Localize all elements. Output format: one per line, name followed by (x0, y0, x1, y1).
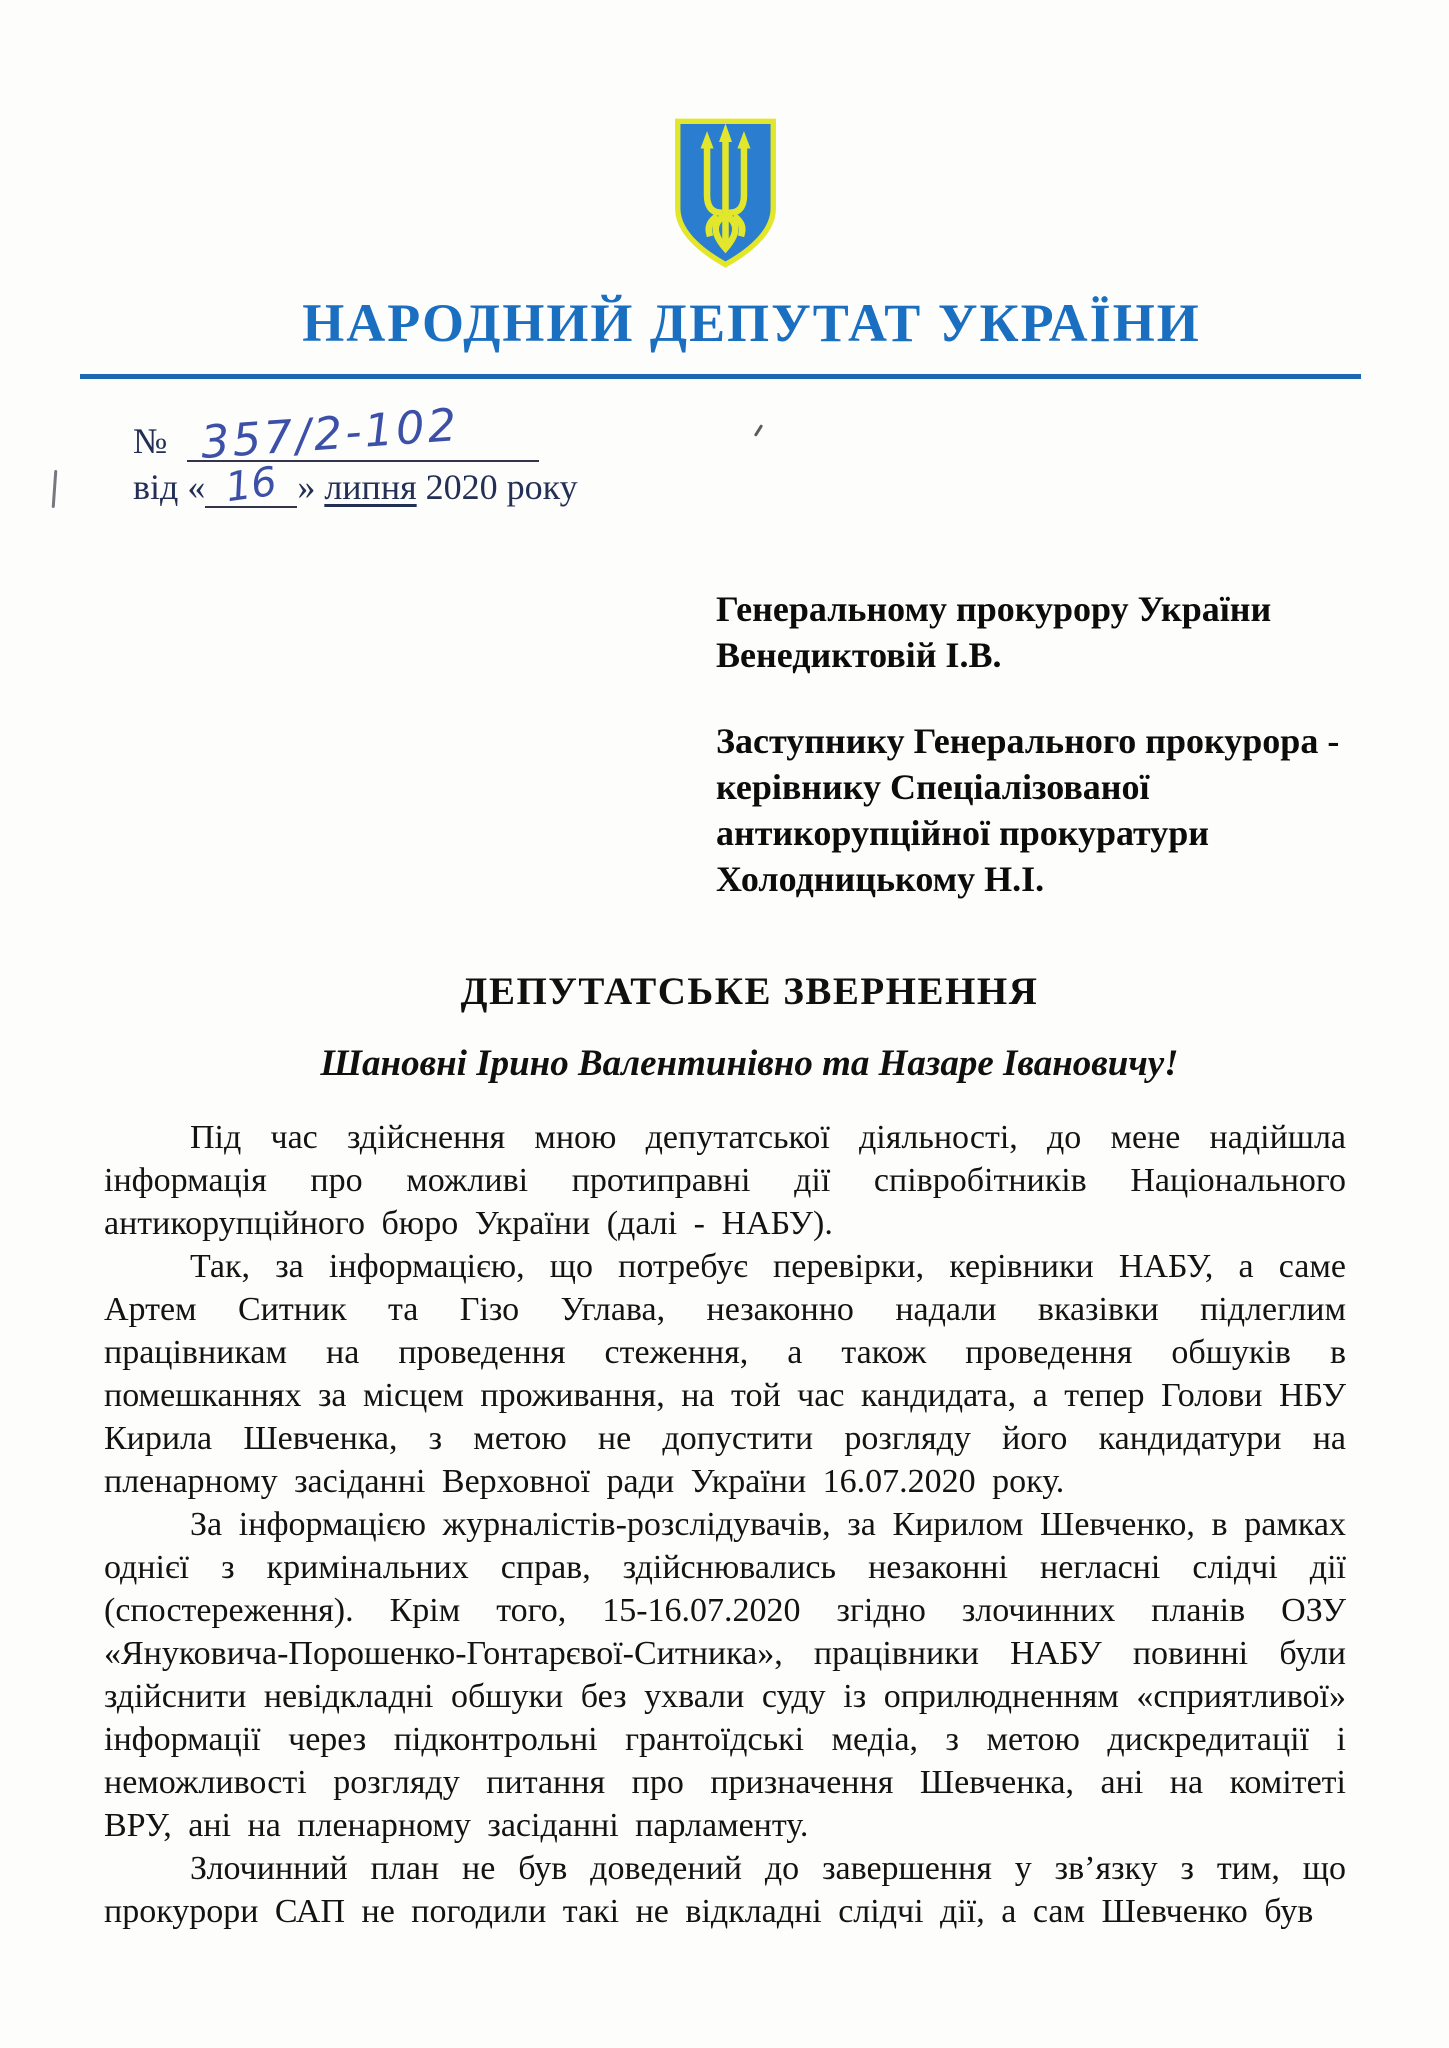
paragraph: Злочинний план не був доведений до завершення у зв’язку з тим, що прокурори САП не погодили такі не відкладні слідчі дії, а сам Шевченко був (104, 1850, 1346, 1930)
date-close-quote: » (297, 467, 316, 507)
addressee-block (716, 586, 1339, 902)
ukraine-coat-of-arms-icon (671, 117, 780, 269)
handwritten-number: 357/2-102 (199, 398, 462, 470)
date-prefix: від « (133, 467, 206, 507)
date-year: 2020 року (425, 467, 578, 507)
document-title: ДЕПУТАТСЬКЕ ЗВЕРНЕННЯ (460, 970, 1039, 1013)
addressee-gap (716, 678, 1339, 718)
paragraph: Так, за інформацією, що потребує перевірки, керівники НАБУ, а саме Артем Ситник та Гізо Углава, незаконно надали вказівки підлеглим працівникам на проведення стеження, а також проведення обшуків в помешканнях за місцем проживання, на той час кандидата, а тепер Голови НБУ Кирила Шевченка, з метою не допустити розгляду його кандидатури на пленарному засіданні Верховної ради України 16.07.2020 року. (104, 1248, 1346, 1500)
paragraph: За інформацією журналістів-розслідувачів, за Кирилом Шевченко, в рамках однієї з кримінальних справ, здійснювались незаконні негласні слідчі дії (спостереження). Крім того, 15-16.07.2020 згідно злочинних планів ОЗУ «Януковича-Порошенко-Гонтарєвої-Ситника», працівники НАБУ повинні були здійснити невідкладні обшуки без ухвали суду із оприлюдненням «сприятливої» інформації через підконтрольні грантоїдські медіа, з метою дискредитації і неможливості розгляду питання про призначення Шевченка, ані на комітеті ВРУ, ані на пленарному засіданні парламенту. (104, 1506, 1346, 1844)
addressee-line: Генеральному прокурору України (716, 589, 1272, 629)
addressee-line: керівнику Спеціалізованої (716, 767, 1150, 807)
addressee-line: антикорупційної прокуратури (716, 813, 1210, 853)
addressee-line: Заступнику Генерального прокурора - (716, 721, 1340, 761)
scan-mark (754, 424, 763, 437)
scan-mark (52, 470, 58, 508)
header-rule (80, 374, 1361, 379)
reference-date-line (133, 458, 578, 512)
reference-number-line (133, 398, 539, 470)
day-underline (205, 458, 297, 512)
number-sign-label: № (133, 421, 168, 461)
masthead-title: НАРОДНИЙ ДЕПУТАТ УКРАЇНИ (302, 293, 1201, 353)
addressee-line: Венедиктовій І.В. (716, 635, 1002, 675)
addressee-line: Холодницькому Н.І. (716, 859, 1045, 899)
salutation: Шановні Ірино Валентинівно та Назаре Івановичу! (320, 1043, 1179, 1084)
letter-body (104, 1116, 1346, 1933)
handwritten-day: 16 (222, 458, 280, 512)
number-underline (187, 398, 539, 470)
paragraph: Під час здійснення мною депутатської діяльності, до мене надійшла інформація про можливі протиправні дії співробітників Національного антикорупційного бюро України (далі - НАБУ). (104, 1119, 1346, 1242)
date-month: липня (324, 467, 417, 507)
